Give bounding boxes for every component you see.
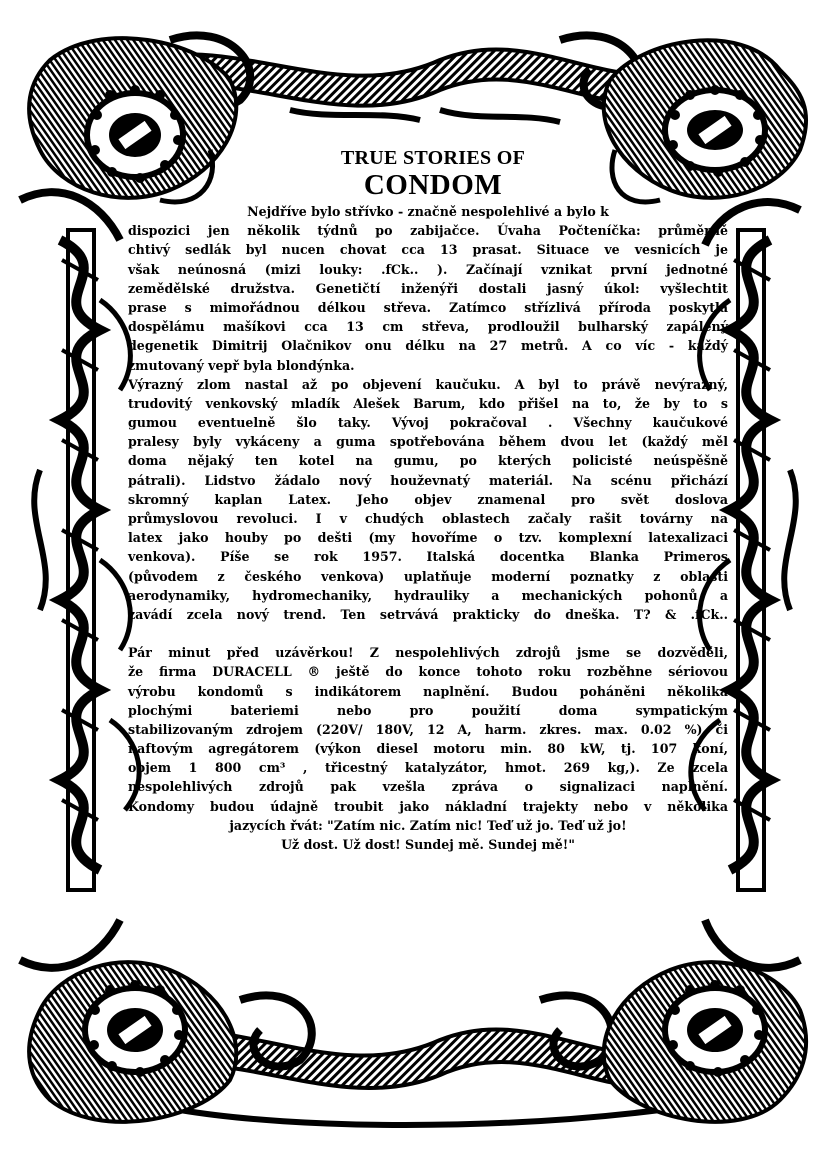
paragraph-2-line: pátrali). Lidstvo žádalo nový houževnatý materiál. Na scénu přichází [128, 472, 728, 488]
paragraph-1 [128, 202, 728, 375]
paragraph-2-line: doma nějaký ten kotel na gumu, po kterých policisté neúspěšně [128, 453, 728, 469]
paragraph-2-line: venkova). Píše se rok 1957. Italská docentka Blanka Primeros [128, 549, 728, 565]
title-line-2: CONDOM [363, 169, 503, 201]
paragraph-1-line: dospělámu mašíkovi cca 13 cm střeva, prodloužil bulharský zapálený [128, 319, 728, 335]
paragraph-3-line: Už dost. Už dost! Sundej mě. Sundej mě!" [281, 837, 575, 852]
paragraph-1-line: degenetik Dimitrij Olačnikov onu délku na 27 metrů. A co víc - každý [128, 338, 728, 354]
paragraph-3-line: jazycích řvát: "Zatím nic. Zatím nic! Teď už jo. Teď už jo! [229, 817, 627, 833]
paragraph-1-line: zmutovaný vepř byla blondýnka. [128, 357, 355, 373]
paragraph-1-line: prase s mimořádnou délkou střeva. Zatímco střízlivá příroda poskytla [128, 299, 728, 315]
paragraph-3-line: plochými bateriemi nebo pro použití doma sympatickým [128, 702, 728, 718]
paragraph-3-line: výrobu kondomů s indikátorem naplnění. Budou poháněni několika [128, 683, 728, 699]
paragraph-2-line: zavádí zcela nový trend. Ten setrvává prakticky do dneška. T? & .fCk.. [128, 606, 728, 622]
paragraph-3-line: Kondomy budou údajně troubit jako nákladní trajekty nebo v několika [128, 798, 728, 814]
paragraph-2 [128, 375, 728, 624]
paragraph-2-line: pralesy byly vykáceny a guma spotřebována během dvou let (každý měl [128, 434, 728, 450]
paragraph-3-line: nespolehlivých zdrojů pak vzešla zpráva o signalizaci naplnění. [128, 779, 728, 795]
paragraph-1-line: zemědělské družstva. Genetičtí inženýři dostali jasný úkol: vyšlechtit [128, 280, 728, 296]
paragraph-1-line: však neúnosná (mizi louky: .fCk.. ). Začínají vznikat první jednotné [128, 261, 728, 277]
paragraph-3-line: že firma DURACELL ® ještě do konce tohoto roku rozběhne sériovou [128, 664, 728, 680]
paragraph-2-line: latex jako houby po dešti (my hovoříme o tzv. komplexní latexalizaci [128, 530, 728, 546]
paragraph-1-line: dispozici jen několik týdnů po zabijačce. Úvaha Počteníčka: průměrně [128, 223, 728, 239]
left-column [60, 230, 130, 890]
paragraph-2-line: aerodynamiky, hydromechaniky, hydrauliky a mechanických pohonů a [128, 587, 728, 603]
paragraph-2-line: gumou eventuelně šlo taky. Vývoj pokračoval . Všechny kaučukové [128, 415, 728, 431]
paragraph-gap [128, 624, 728, 643]
paragraph-3-line: stabilizovaným zdrojem (220V/ 180V, 12 A, harm. zkres. max. 0.02 %) či [128, 721, 728, 737]
paragraph-2-line: Výrazný zlom nastal až po objevení kaučuku. A byl to právě nevýrazný, [128, 376, 728, 392]
paragraph-3-line: naftovým agregátorem (výkon diesel motoru min. 80 kW, tj. 107 koní, [128, 741, 728, 757]
corner-medallion-bottom-right [604, 920, 806, 1122]
paragraph-3-line: objem 1 800 cm³ , třicestný katalyzátor, hmot. 269 kg,). Ze zcela [128, 760, 728, 776]
paragraph-3 [128, 643, 728, 854]
article-body [128, 146, 728, 854]
paragraph-2-line: skromný kaplan Latex. Jeho objev znamenal pro svět doslova [128, 491, 728, 507]
paragraph-1-line: Nejdříve bylo střívko - značně nespolehlivé a bylo k [247, 204, 609, 219]
paragraph-3-line: Pár minut před uzávěrkou! Z nespolehlivých zdrojů jsme se dozvěděli, [128, 645, 728, 661]
paragraph-2-line: (původem z českého venkova) uplatňuje moderní poznatky z oblasti [128, 568, 728, 584]
paragraph-2-line: průmyslovou revoluci. I v chudých oblastech začaly rašit továrny na [128, 511, 728, 526]
title-line-1: TRUE STORIES OF [340, 147, 526, 169]
paragraph-1-line: chtivý sedlák byl nucen chovat cca 13 prasat. Situace ve vesnicích je [128, 242, 728, 258]
corner-medallion-bottom-left [20, 920, 236, 1122]
paragraph-2-line: trudovitý venkovský mladík Alešek Barum, kdo přišel na to, že by to s [128, 395, 728, 411]
